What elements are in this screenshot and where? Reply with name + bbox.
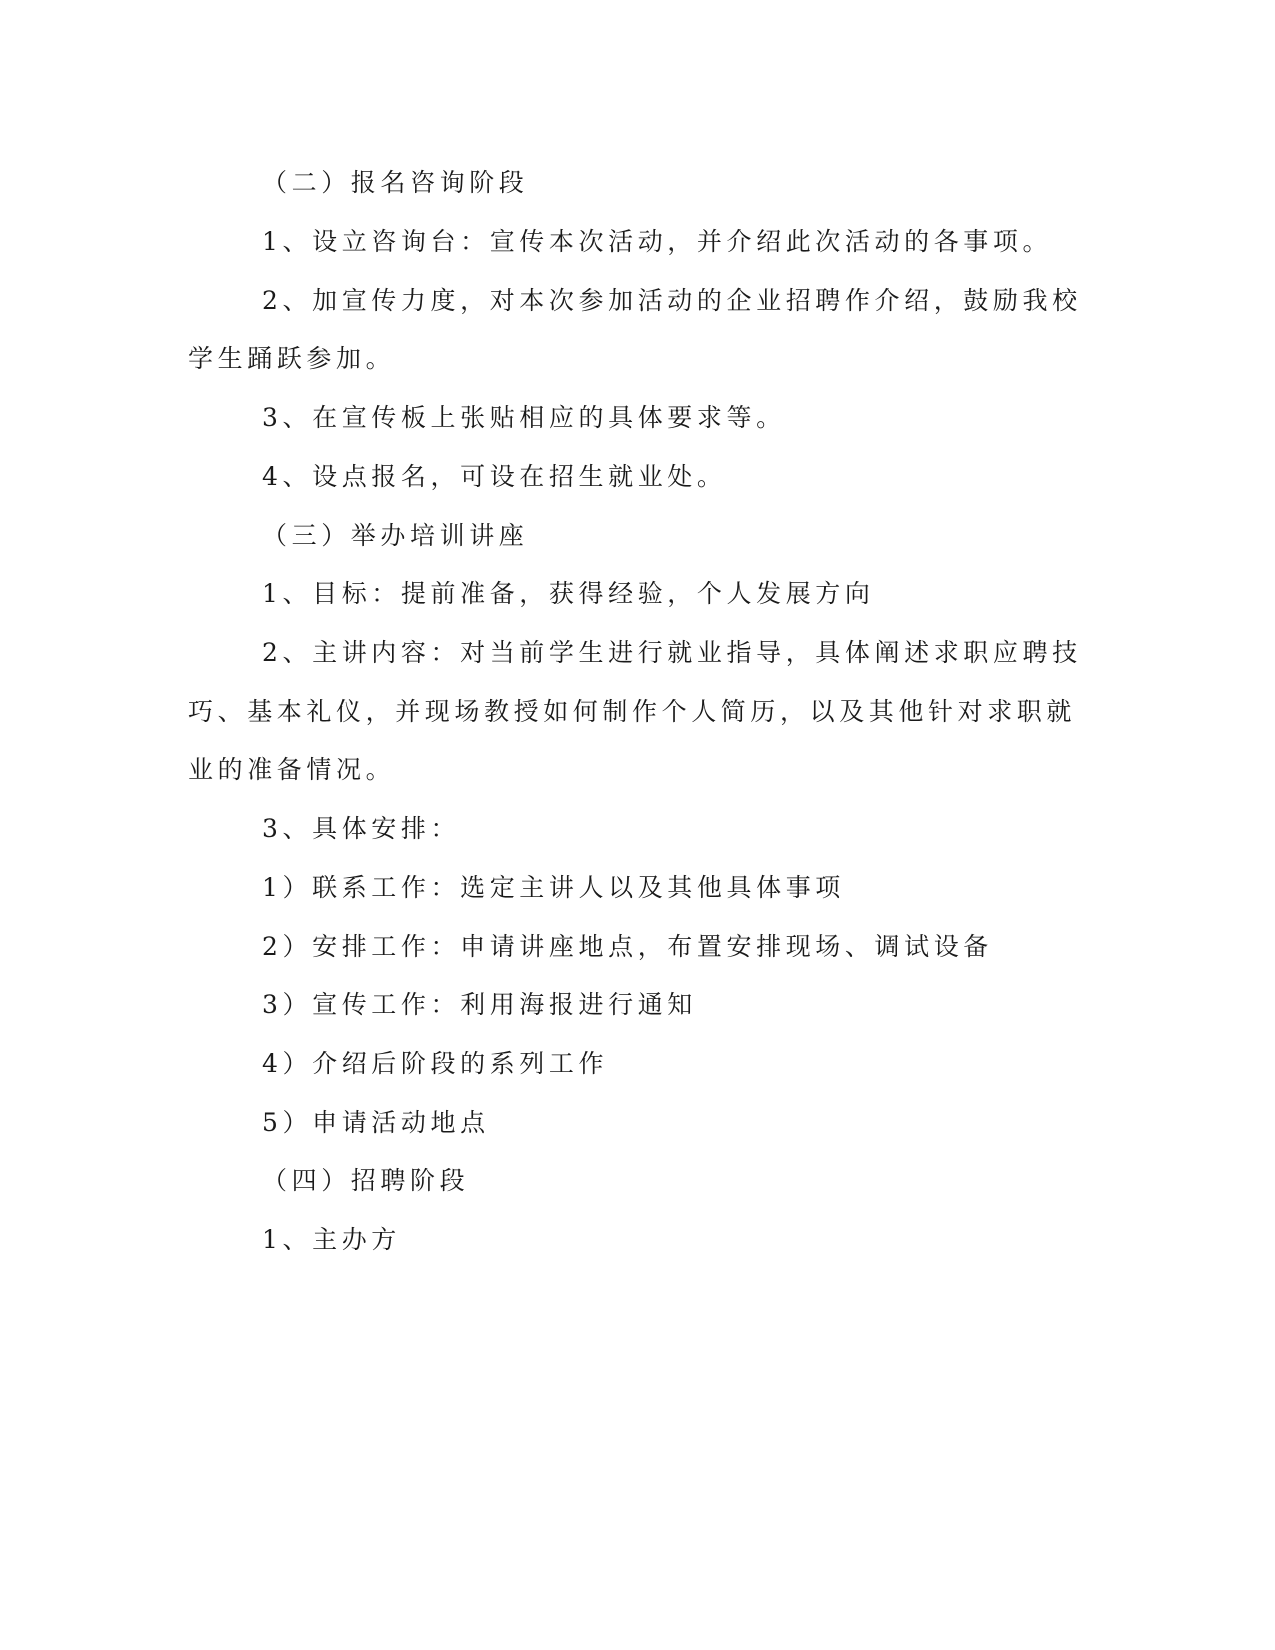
paragraph-line: 业的准备情况。: [188, 755, 396, 784]
paragraph-line: 学生踊跃参加。: [188, 344, 396, 373]
list-item: 5）申请活动地点: [262, 1108, 490, 1137]
section-heading-training: （三）举办培训讲座: [262, 521, 529, 550]
paragraph-line: 1、主办方: [262, 1225, 401, 1254]
paragraph-line: 3、在宣传板上张贴相应的具体要求等。: [262, 403, 786, 432]
list-item: 3）宣传工作：利用海报进行通知: [262, 990, 697, 1019]
paragraph-line: 4、设点报名，可设在招生就业处。: [262, 462, 727, 491]
paragraph-line: 2、加宣传力度，对本次参加活动的企业招聘作介绍，鼓励我校: [262, 286, 1082, 315]
paragraph-line: 1、设立咨询台：宣传本次活动，并介绍此次活动的各事项。: [262, 227, 1053, 256]
paragraph-line: 2、主讲内容：对当前学生进行就业指导，具体阐述求职应聘技: [262, 638, 1082, 667]
list-item: 2）安排工作：申请讲座地点，布置安排现场、调试设备: [262, 932, 993, 961]
section-heading-registration: （二）报名咨询阶段: [262, 168, 529, 197]
paragraph-line: 3、具体安排：: [262, 814, 461, 843]
section-heading-recruitment: （四）招聘阶段: [262, 1166, 470, 1195]
paragraph-line: 巧、基本礼仪，并现场教授如何制作个人简历，以及其他针对求职就: [188, 697, 1077, 726]
list-item: 1）联系工作：选定主讲人以及其他具体事项: [262, 873, 845, 902]
list-item: 4）介绍后阶段的系列工作: [262, 1049, 609, 1078]
paragraph-line: 1、目标：提前准备，获得经验，个人发展方向: [262, 579, 875, 608]
